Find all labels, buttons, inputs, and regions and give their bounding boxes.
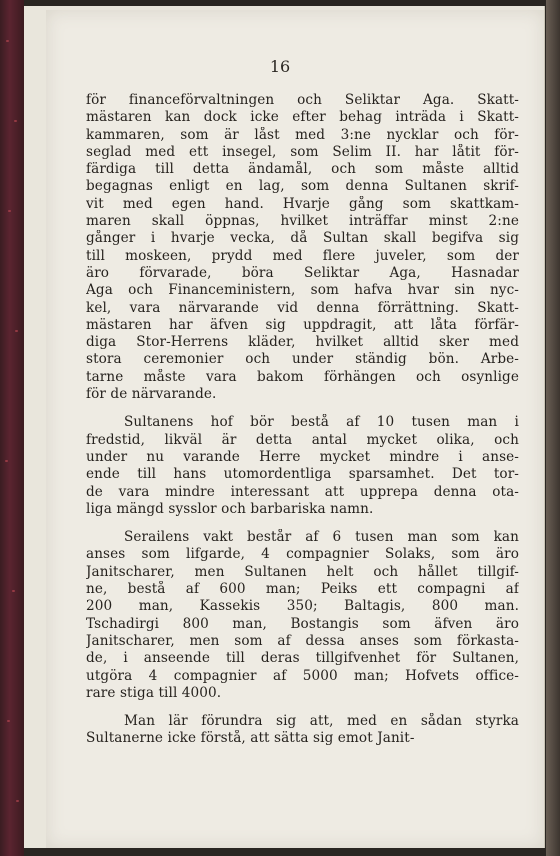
text-line: Sultanerne icke förstå, att sätta sig emot Janit- [86, 730, 415, 747]
text-line: äro förvarade, böra Seliktar Aga, Hasnadar [86, 264, 519, 281]
cover-speck [15, 330, 18, 332]
text-line: stora ceremonier och under ständig bön. Arbe- [86, 351, 519, 368]
text-line: de vara mindre interessant att upprepa denna ota- [86, 483, 519, 500]
page-number: 16 [269, 57, 291, 76]
text-line: maren skall öppnas, hvilket inträffar minst 2:ne [86, 213, 519, 230]
text-line: under nu varande Herre mycket mindre i anse- [86, 448, 519, 465]
text-line: Janitscharer, men som af dessa anses som förkasta- [86, 632, 519, 649]
paragraph [86, 414, 519, 518]
text-line: diga Stor-Herrens kläder, hvilket alltid sker med [86, 334, 519, 351]
cover-speck [5, 460, 8, 462]
text-line: Tschadirgi 800 man, Bostangis som äfven äro [86, 615, 519, 632]
text-line: kel, vara närvarande vid denna förrättning. Skatt- [86, 299, 519, 316]
text-line: ende till hans utomordentliga sparsamhet. Det tor- [86, 466, 519, 483]
book-cover-edge [0, 0, 24, 856]
text-line: färdiga till detta ändamål, och som måste alltid [86, 161, 519, 178]
text-line: liga mängd sysslor och barbariska namn. [86, 500, 374, 517]
text-line: 200 man, Kassekis 350; Baltagis, 800 man. [86, 598, 519, 615]
text-line: till moskeen, prydd med flere juveler, som der [86, 247, 519, 264]
text-line: för financeförvaltningen och Seliktar Aga. Skatt- [86, 92, 519, 108]
cover-speck [14, 120, 17, 122]
cover-speck [16, 800, 19, 802]
text-line: Serailens vakt består af 6 tusen man som kan [124, 529, 519, 546]
cover-speck [6, 40, 9, 42]
text-line: tarne måste vara bakom förhängen och osynlige [86, 368, 519, 385]
text-line: Man lär förundra sig att, med en sådan styrka [124, 713, 519, 730]
cover-speck [8, 210, 11, 212]
paragraph [86, 92, 519, 403]
text-line: utgöra 4 compagnier af 5000 man; Hofvets office- [86, 667, 519, 684]
back-cover-edge [546, 0, 560, 856]
text-line: Aga och Financeministern, som hafva hvar sin nyc- [86, 282, 519, 299]
page-text [86, 92, 519, 759]
text-line: fredstid, likväl är detta antal mycket olika, och [86, 431, 519, 448]
text-line: Sultanens hof bör bestå af 10 tusen man i [124, 414, 519, 431]
text-line: gånger i hvarje vecka, då Sultan skall begifva sig [86, 230, 519, 247]
text-line: vit med egen hand. Hvarje gång som skattkam- [86, 195, 519, 212]
cover-speck [7, 720, 10, 722]
text-line: kammaren, som är låst med 3:ne nycklar och för- [86, 126, 519, 143]
text-line: begagnas enligt en lag, som denna Sultanen skrif- [86, 178, 519, 195]
text-line: seglad med ett insegel, som Selim II. har låtit för- [86, 143, 519, 160]
text-line: rare stiga till 4000. [86, 684, 222, 701]
paragraph [86, 529, 519, 702]
text-line: de, i anseende till deras tillgifvenhet för Sultanen, [86, 650, 519, 667]
text-line: anses som lifgarde, 4 compagnier Solaks, som äro [86, 546, 519, 563]
text-line: mästaren kan dock icke efter behag inträda i Skatt- [86, 109, 519, 126]
text-line: ne, bestå af 600 man; Peiks ett compagni af [86, 581, 519, 598]
text-line: Janitscharer, men Sultanen helt och hållet tillgif- [86, 563, 519, 580]
text-line: mästaren har äfven sig uppdragit, att låta förfär- [86, 316, 519, 333]
text-line: för de närvarande. [86, 386, 217, 403]
paragraph [86, 713, 519, 748]
cover-speck [12, 590, 15, 592]
